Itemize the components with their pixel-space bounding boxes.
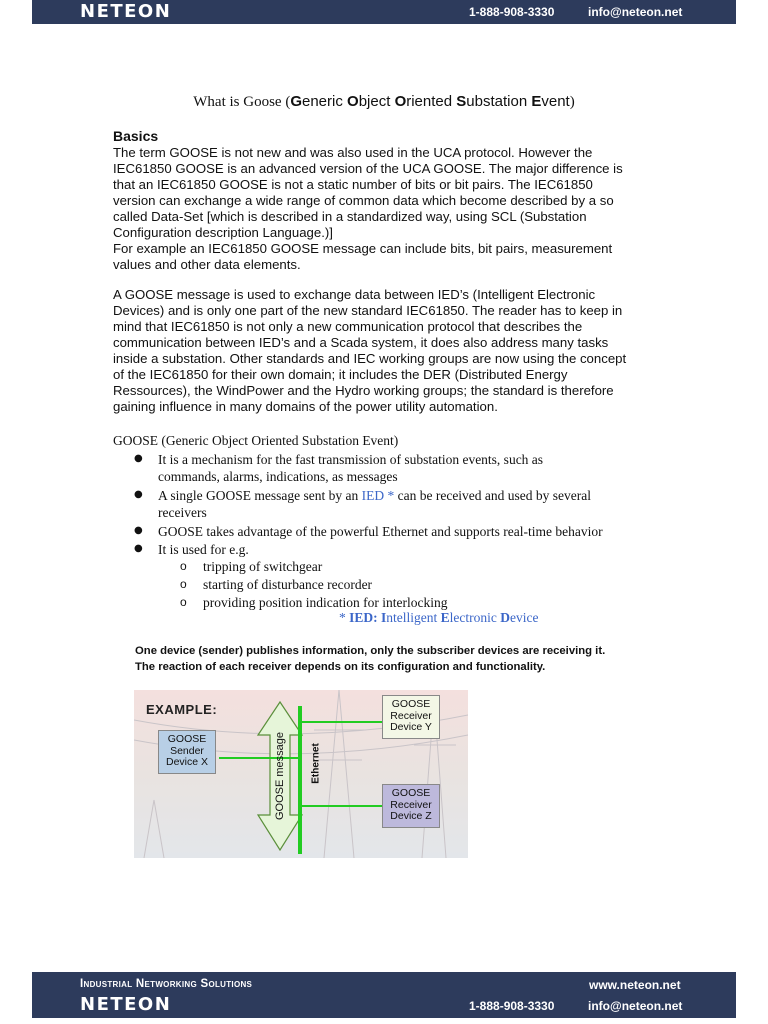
footer-tagline: Industrial Networking Solutions xyxy=(80,978,253,990)
sub-item-1: tripping of switchgear xyxy=(203,559,323,574)
bullet-dot: ● xyxy=(134,453,143,464)
goose-section-heading: GOOSE (Generic Object Oriented Substation Event) xyxy=(113,433,399,448)
ied-link[interactable]: IED * xyxy=(361,488,395,503)
basics-paragraph-2: A GOOSE message is used to exchange data between IED’s (Intelligent Electronic Devices) and is only one part of the new standard IEC61850. The reader has to keep in mind that IEC61850 is not only a new communication protocol that describes the communication between IED’s and a Scada system, it does also address many tasks inside a substation. Other standards and IEC working groups are now using the concept of the IEC61850 for their own domain; it includes the DER (Distributed Energy Ressources), the WindPower and the Hydro working groups; the standard is therefore gaining influence in many domains of the power utility automation. xyxy=(113,287,627,414)
bullet-dot: ● xyxy=(134,489,143,500)
bullet-dot: ● xyxy=(134,543,143,554)
receiver-device-y: GOOSE Receiver Device Y xyxy=(382,695,440,739)
footer-bar xyxy=(32,972,736,1018)
footer-email[interactable]: info@neteon.net xyxy=(588,999,683,1013)
basics-heading: Basics xyxy=(113,128,159,144)
header-phone: 1-888-908-3330 xyxy=(469,5,555,19)
example-label: EXAMPLE: xyxy=(146,702,218,717)
ethernet-label: Ethernet xyxy=(310,743,322,784)
goose-message-label: GOOSE message xyxy=(274,731,286,820)
sub-item-2: starting of disturbance recorder xyxy=(203,577,373,592)
receiver-device-z: GOOSE Receiver Device Z xyxy=(382,784,440,828)
header-email[interactable]: info@neteon.net xyxy=(588,5,683,19)
bullet-4: It is used for e.g. xyxy=(158,542,249,557)
footer-neteon-logo: NETEON xyxy=(80,994,172,1015)
basics-paragraph-1: The term GOOSE is not new and was also used in the UCA protocol. However the IEC61850 GOOSE is an advanced version of the UCA GOOSE. The major difference is that an IEC61850 GOOSE is not a static number of bits or bit pairs. The IEC61850 version can exchange a wide range of common data which become described by a so called Data-Set [which is described in a standardized way, using SCL (Substation Configuration description Language.)] For example an IEC61850 GOOSE message can include bits, bit pairs, measurement values and other data elements. xyxy=(113,145,623,272)
ied-definition: * IED: Intelligent Electronic Device xyxy=(339,610,539,625)
footer-url[interactable]: www.neteon.net xyxy=(589,978,681,992)
page-title: What is Goose (Generic Object Oriented Substation Event) xyxy=(193,93,575,110)
sub-item-3: providing position indication for interlocking xyxy=(203,595,448,610)
bullet-3: GOOSE takes advantage of the powerful Ethernet and supports real-time behavior xyxy=(158,524,603,539)
footer-phone: 1-888-908-3330 xyxy=(469,999,555,1013)
bullet-2-line-1: A single GOOSE message sent by an IED * can be received and used by several xyxy=(158,488,592,503)
sender-device-x: GOOSE Sender Device X xyxy=(158,730,216,774)
circle-bullet: o xyxy=(180,595,187,609)
bullet-2-line-2: receivers xyxy=(158,505,207,520)
circle-bullet: o xyxy=(180,559,187,573)
header-bar xyxy=(32,0,736,24)
neteon-logo: NETEON xyxy=(80,1,172,22)
note-line-2: The reaction of each receiver depends on its configuration and functionality. xyxy=(135,661,546,673)
goose-example-diagram xyxy=(134,690,468,858)
bullet-1-line-1: It is a mechanism for the fast transmission of substation events, such as xyxy=(158,452,544,467)
bullet-1-line-2: commands, alarms, indications, as messages xyxy=(158,469,398,484)
bullet-dot: ● xyxy=(134,525,143,536)
note-line-1: One device (sender) publishes information, only the subscriber devices are receiving it. xyxy=(135,645,606,657)
circle-bullet: o xyxy=(180,577,187,591)
